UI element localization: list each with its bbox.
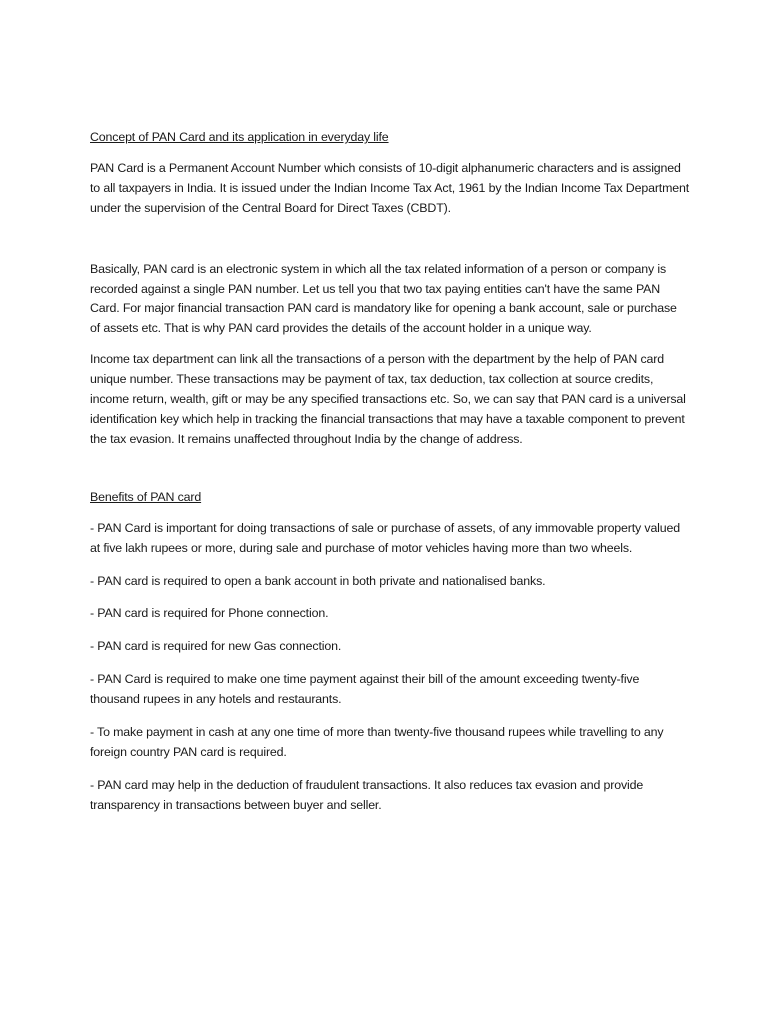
section-heading-concept: Concept of PAN Card and its application in everyday life [90, 130, 389, 144]
benefit-item: - PAN Card is important for doing transactions of sale or purchase of assets, of any immovable property valued at five lakh rupees or more, during sale and purchase of motor vehicles having more than two wheels. [90, 520, 681, 555]
benefit-item: - To make payment in cash at any one time of more than twenty-five thousand rupees while travelling to any foreign country PAN card is required. [90, 725, 664, 759]
paragraph-transactions: Income tax department can link all the transactions of a person with the department by the help of PAN card unique number. These transactions may be payment of tax, tax deduction, tax collection at source credits, income return, wealth, gift or may be any specified transactions etc. So, we can say that PAN card is a universal identification key which help in tracking the financial transactions that may have a taxable component to prevent the tax evasion. It remains unaffected throughout India by the change of address. [90, 352, 686, 446]
document-body [90, 128, 690, 829]
paragraph-electronic-system: Basically, PAN card is an electronic system in which all the tax related information of a person or company is recorded against a single PAN number. Let us tell you that two tax paying entities can't have the same PAN Card. For major financial transaction PAN card is mandatory like for opening a bank account, sale or purchase of assets etc. That is why PAN card provides the details of the account holder in a unique way. [90, 261, 677, 336]
benefit-item: - PAN card is required for Phone connection. [90, 606, 329, 621]
benefit-item: - PAN card may help in the deduction of fraudulent transactions. It also reduces tax evasion and provide transparency in transactions between buyer and seller. [90, 777, 644, 812]
section-heading-benefits: Benefits of PAN card [90, 489, 202, 504]
paragraph-definition: PAN Card is a Permanent Account Number which consists of 10-digit alphanumeric characters and is assigned to all taxpayers in India. It is issued under the Indian Income Tax Act, 1961 by the Indian Income Tax Department under the supervision of the Central Board for Direct Taxes (CBDT). [90, 160, 690, 215]
benefit-item: - PAN card is required for new Gas connection. [90, 639, 342, 654]
benefit-item: - PAN Card is required to make one time payment against their bill of the amount exceeding twenty-five thousand rupees in any hotels and restaurants. [90, 672, 640, 707]
benefit-item: - PAN card is required to open a bank account in both private and nationalised banks. [90, 573, 546, 588]
